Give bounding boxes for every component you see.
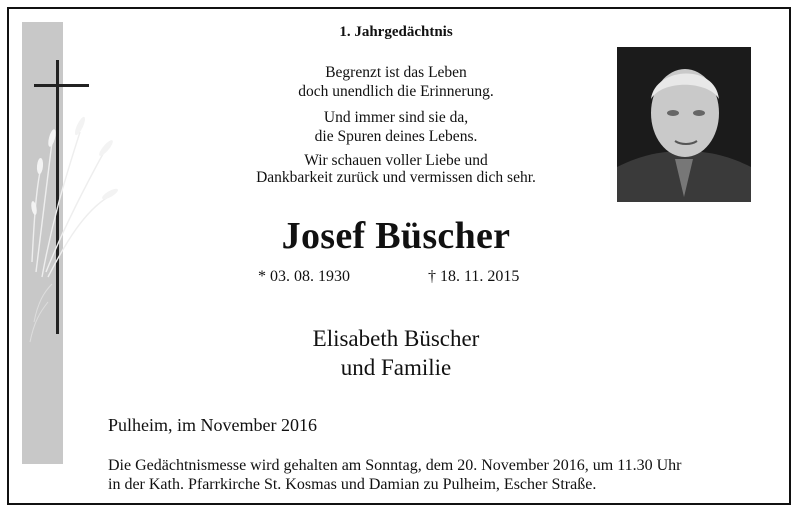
poem-line: die Spuren deines Lebens. (314, 128, 478, 145)
mourner-line: Elisabeth Büscher (312, 326, 480, 351)
death-date: † 18. 11. 2015 (428, 268, 520, 285)
cross-with-wheat-icon (22, 22, 132, 464)
poem-line: Und immer sind sie da, (323, 109, 469, 126)
deceased-name: Josef Büscher (281, 215, 511, 257)
poem-line: Dankbarkeit zurück und vermissen dich sehr. (256, 169, 536, 186)
poem-line: Begrenzt ist das Leben (325, 64, 467, 81)
place-and-date: Pulheim, im November 2016 (108, 415, 317, 435)
mourner-line: und Familie (340, 355, 452, 380)
poem-line: doch unendlich die Erinnerung. (298, 83, 494, 100)
anniversary-heading: 1. Jahrgedächtnis (339, 24, 453, 40)
poem-line: Wir schauen voller Liebe und (304, 152, 488, 169)
birth-date: * 03. 08. 1930 (258, 268, 350, 285)
memorial-notice-line: in der Kath. Pfarrkirche St. Kosmas und Damian zu Pulheim, Escher Straße. (108, 476, 597, 493)
memorial-notice-line: Die Gedächtnismesse wird gehalten am Sonntag, dem 20. November 2016, um 11.30 Uhr (108, 457, 682, 474)
portrait-photo (617, 47, 751, 202)
decorative-sidebar (22, 22, 63, 464)
